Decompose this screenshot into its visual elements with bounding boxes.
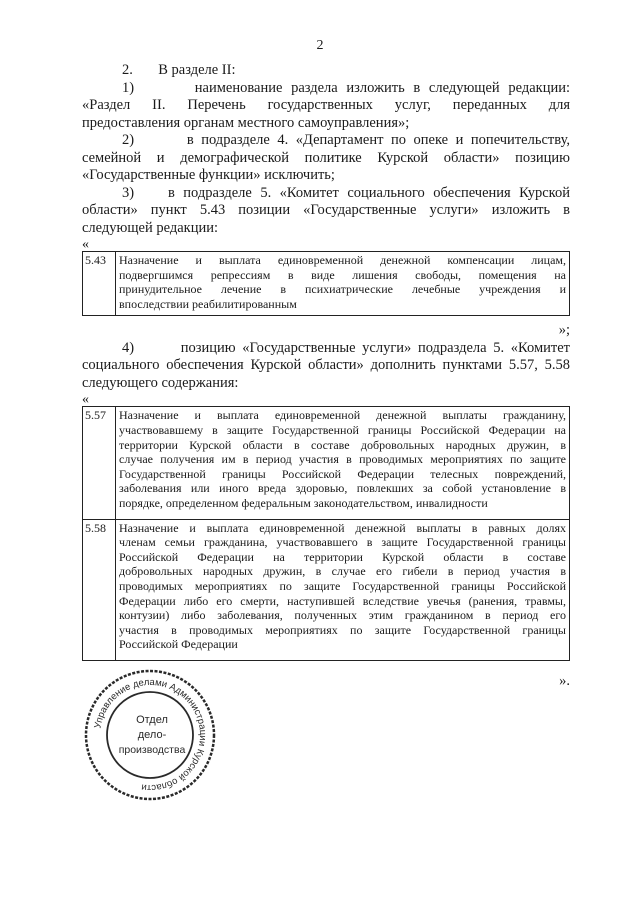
text-line: следующего содержания: [82,374,239,391]
table-row [83,252,570,316]
text-line: социального обеспечения Курской области» дополнить пунктами 5.57, 5.58 [82,357,570,374]
text-line: 4) позицию «Государственные услуги» подраздела 5. «Комитет [122,339,570,356]
item-2-heading: 2. В разделе II: [122,62,236,78]
stamp-center-line-1: Отдел [136,714,168,726]
text-line: подвергшимся репрессиям в виде лишения свободы, помещения на [119,267,566,282]
stamp-center-line-2: дело- [137,729,167,741]
quote-open-mark: « [82,237,89,252]
text-line: Назначение и выплата единовременной денежной выплаты гражданину, [119,408,566,423]
quote-close-mark: »; [558,322,570,339]
text-line: области» пункт 5.43 позиции «Государственные услуги» изложить в [82,202,570,218]
text-line: проводимых мероприятиях по защите Государственной границы Российской [119,578,566,593]
point-number: 5.58 [83,519,116,660]
text-line: впоследствии реабилитированным [119,296,297,311]
text-line: семейной и демографической политике Курской области» позицию [82,149,570,166]
point-number: 5.43 [83,252,116,316]
text-line: случае получения им в период участия в проводимых мероприятиях по защите [119,452,566,467]
item-2-sub-1 [82,80,570,133]
quote-open-mark: « [82,392,89,408]
table-row [83,407,570,519]
text-line: контузии) либо заболевания, полученных этим гражданином в период его [119,608,566,623]
document-body [82,62,570,690]
text-line: Назначение и выплата единовременной денежной компенсации лицам, [119,253,566,267]
text-line: Государственной границы Российской Федерации телесных повреждений, [119,466,566,481]
item-2-sub-2 [82,132,570,185]
point-text [116,252,570,316]
department-stamp [80,665,220,805]
text-line: следующей редакции: [82,219,219,236]
text-line: участия в проводимых мероприятиях по защите Государственной границы [119,622,566,637]
stamp-ring-text: Управление делами Администрации Курской области [92,676,209,794]
point-text [116,407,570,519]
text-line: «Государственные функции» исключить; [82,167,335,183]
text-line: порядке, определенном федеральным законодательством, инвалидности [119,495,488,510]
text-line: добровольных народных дружин, в случае его гибели в период участия в [119,564,566,579]
text-line: 1) наименование раздела изложить в следующей редакции: [122,79,570,96]
page-number: 2 [316,38,324,53]
point-text [116,519,570,660]
text-line: Федерации либо его смерти, наступившей вследствие увечья (ранения, травмы, [119,593,566,608]
text-line: территории Курской области в составе добровольных народных дружин, в [119,437,566,452]
quote-close-mark: ». [559,672,570,689]
text-line: 3) в подразделе 5. «Комитет социального обеспечения Курской [122,184,570,201]
text-line: членам семьи гражданина, участвовавшего в защите Государственной границы [119,535,566,550]
table-point-5-43 [82,251,570,316]
text-line: заболевания или иного вреда здоровью, повлекших за собой установление в [119,481,566,496]
text-line: Российской Федерации [119,637,238,652]
item-2-sub-3 [82,185,570,238]
text-line: участвовавшему в защите Государственной границы Российской Федерации на [119,422,566,437]
text-line: 2) в подразделе 4. «Департамент по опеке и попечительству, [122,132,570,148]
stamp-center-line-3: производства [118,744,186,756]
item-2-sub-4 [82,340,570,393]
point-number: 5.57 [83,407,116,519]
table-points-5-57-5-58 [82,406,570,661]
text-line: Назначение и выплата единовременной денежной выплаты в равных долях [119,520,566,535]
text-line: Российской Федерации на территории Курской области в составе [119,549,566,564]
text-line: «Раздел II. Перечень государственных услуг, переданных для [82,97,570,113]
table-row [83,519,570,660]
text-line: принудительное лечение в психиатрические лечебные учреждения и [119,282,566,297]
text-line: предоставления органам местного самоуправления»; [82,114,410,131]
